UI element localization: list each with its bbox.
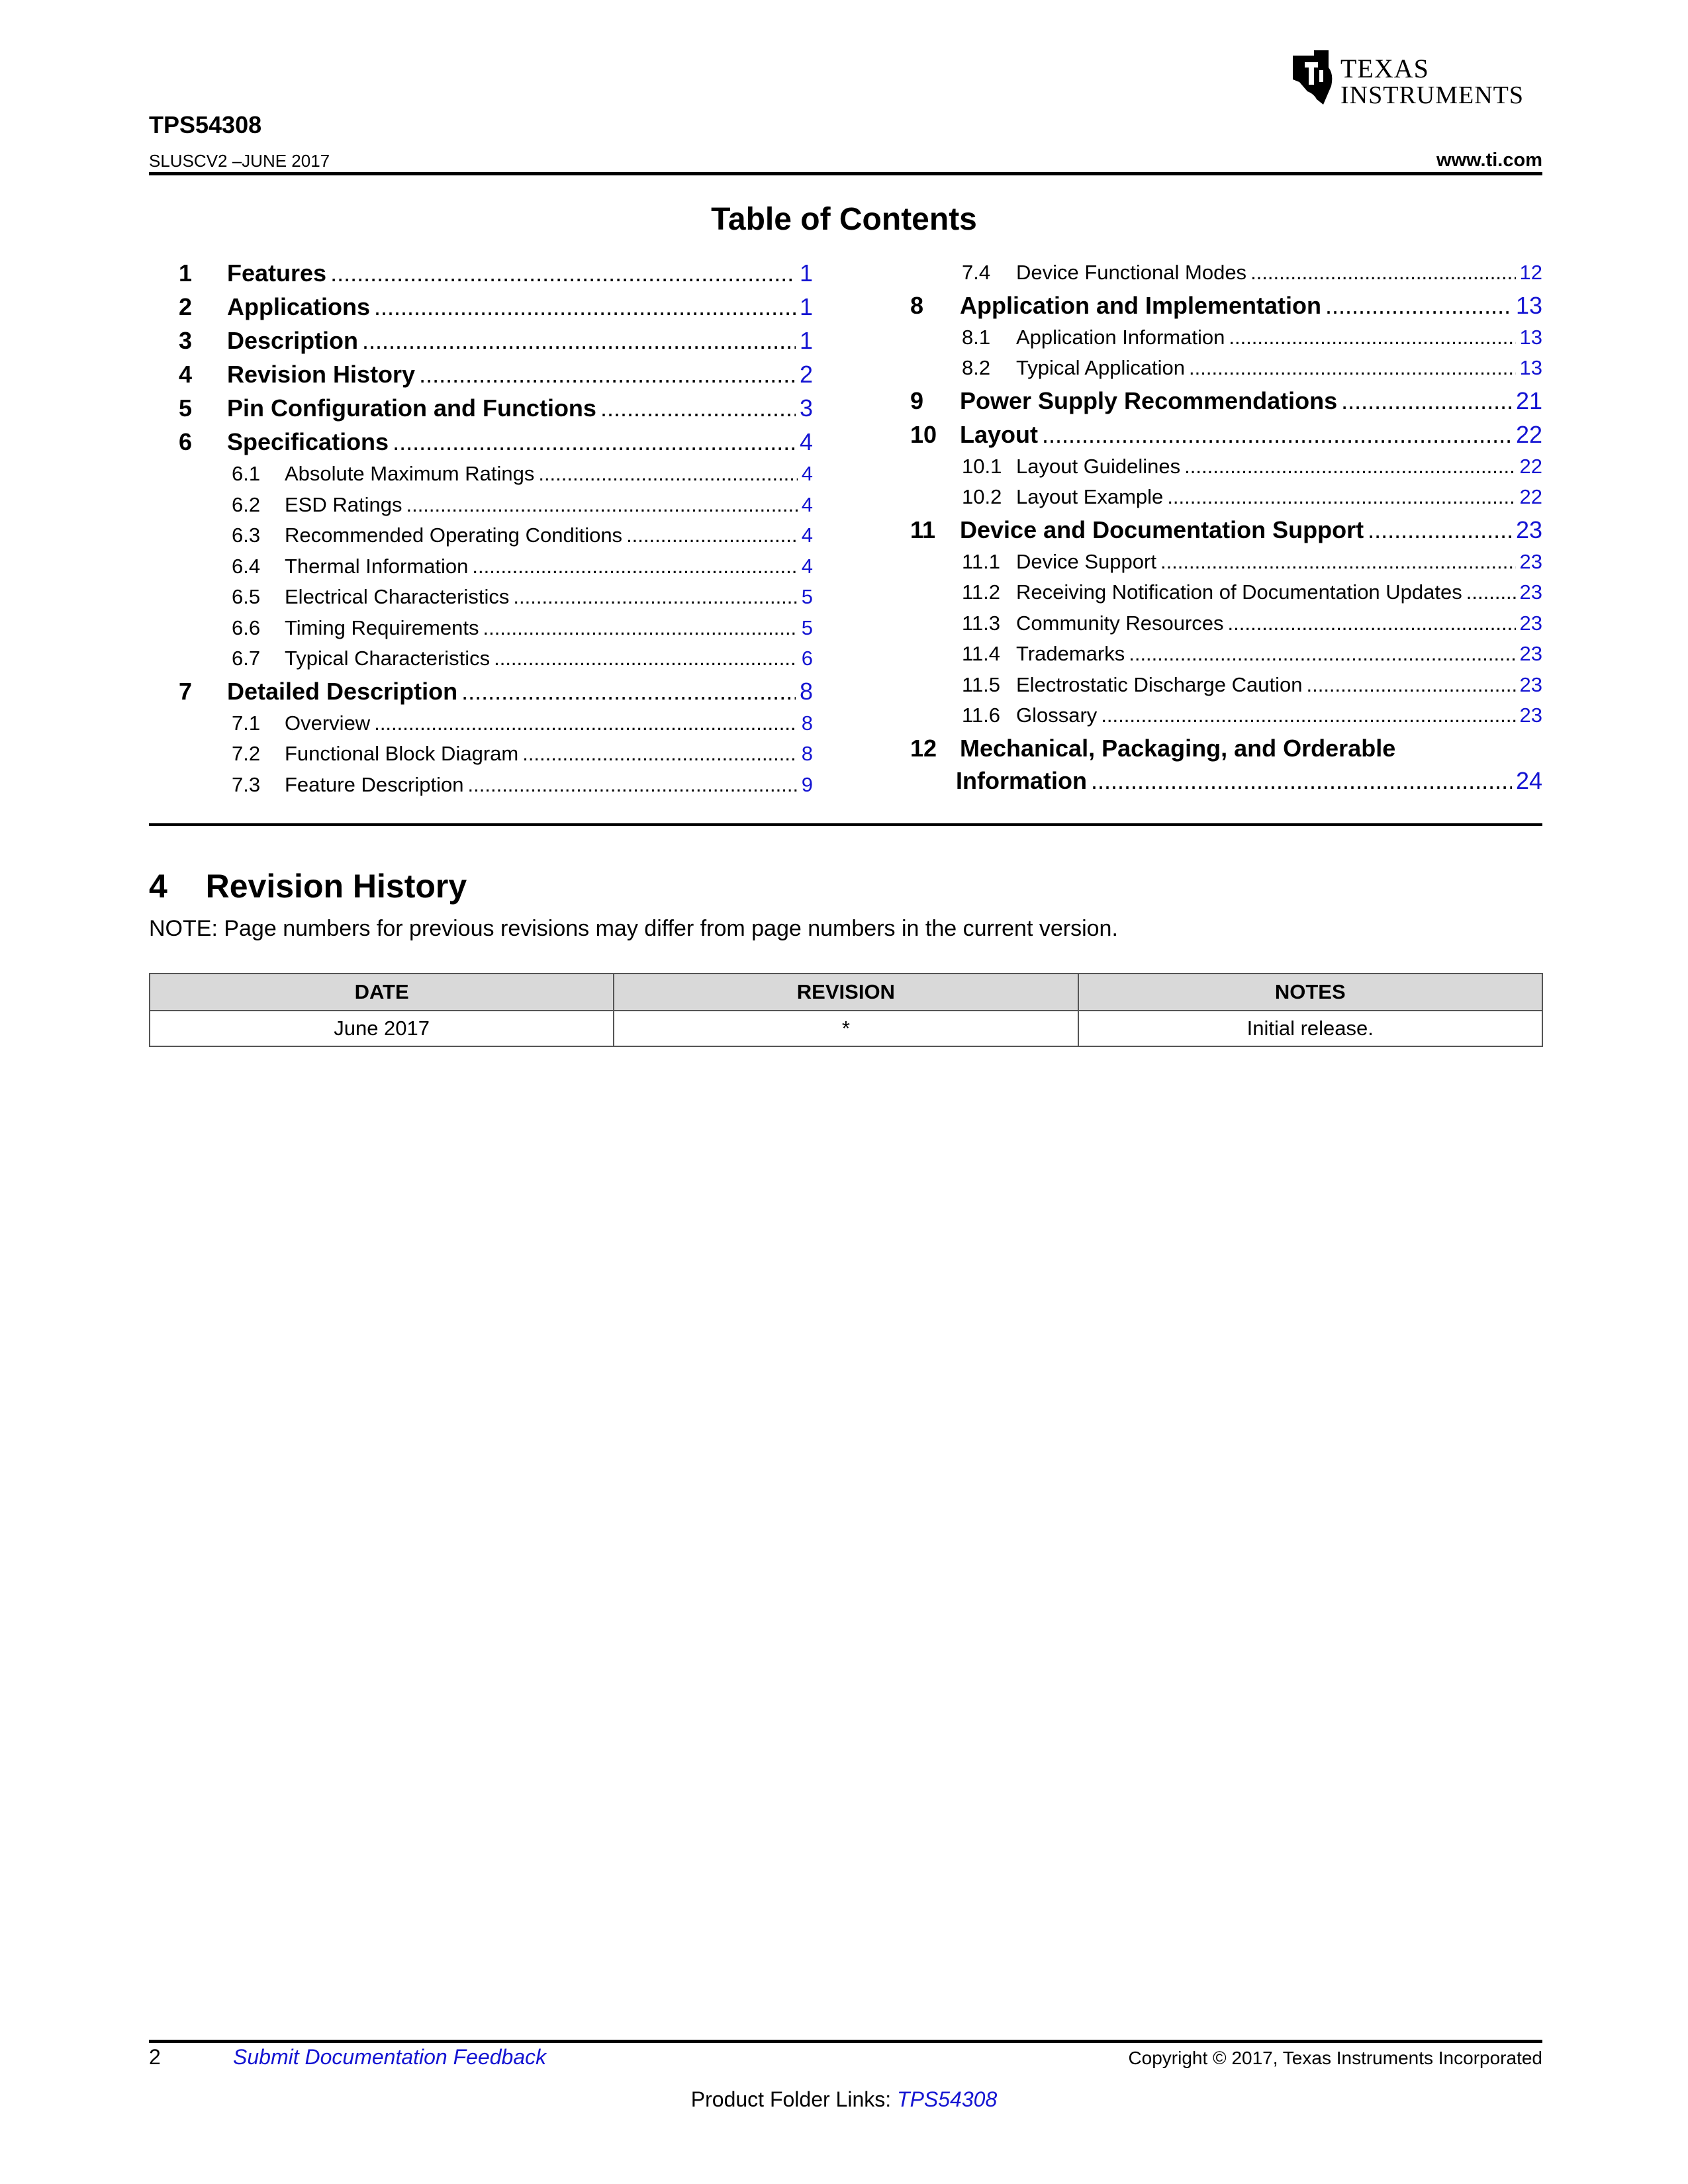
toc-page-link[interactable]: 5: [801, 585, 813, 608]
revision-table: [149, 973, 1543, 1047]
toc-entry-number: 6.3: [232, 523, 261, 547]
toc-page-link[interactable]: 8: [799, 677, 813, 705]
toc-entry-number: 6.7: [232, 647, 261, 670]
toc-entry-number: 1: [179, 259, 193, 287]
toc-entry-number: 7.2: [232, 742, 261, 765]
toc-leader-dots: [1306, 673, 1515, 697]
toc-entry-number: 10.1: [962, 454, 1002, 478]
toc-page-link[interactable]: 23: [1515, 516, 1542, 543]
toc-page-link[interactable]: 12: [1519, 261, 1542, 284]
toc-entry-title: Device Support: [1016, 549, 1156, 573]
toc-entry[interactable]: [232, 616, 813, 640]
toc-entry[interactable]: [962, 704, 1542, 727]
toc-entry-title: Community Resources: [1016, 611, 1224, 635]
logo-line-2: INSTRUMENTS: [1340, 81, 1524, 109]
toc-entry[interactable]: [910, 292, 1542, 320]
toc-page-link[interactable]: 4: [801, 492, 813, 516]
section-title: Revision History: [205, 868, 467, 905]
toc-page-link[interactable]: 1: [799, 293, 813, 320]
toc-entry-number: 7.3: [232, 772, 261, 796]
website-link[interactable]: www.ti.com: [1436, 150, 1542, 171]
toc-page-link[interactable]: 9: [801, 772, 813, 796]
toc-entry[interactable]: [910, 387, 1542, 415]
toc-entry[interactable]: [910, 735, 1542, 762]
toc-entry-continuation[interactable]: [956, 767, 1542, 795]
toc-entry-number: 6.6: [232, 615, 261, 639]
product-folder-links: [0, 2087, 1688, 2112]
toc-entry[interactable]: [232, 493, 813, 517]
toc-entry-title: Functional Block Diagram: [285, 742, 519, 765]
feedback-link[interactable]: Submit Documentation Feedback: [233, 2045, 547, 2069]
toc-leader-dots: [393, 428, 796, 456]
toc-entry[interactable]: [962, 550, 1542, 574]
toc-entry[interactable]: [232, 523, 813, 547]
toc-entry-number: 7.1: [232, 711, 261, 735]
copyright-notice: Copyright © 2017, Texas Instruments Incorporated: [1128, 2048, 1542, 2068]
toc-entry-title: Glossary: [1016, 704, 1098, 727]
toc-entry-number: 4: [179, 361, 193, 388]
toc-page-link[interactable]: 2: [799, 361, 813, 388]
toc-entry-number: 6.1: [232, 462, 261, 485]
column-header-notes: NOTES: [1078, 974, 1543, 1011]
toc-entry-title: Overview: [285, 711, 371, 735]
toc-leader-dots: [626, 523, 798, 547]
toc-entry[interactable]: [232, 462, 813, 486]
toc-leader-dots: [419, 361, 796, 388]
toc-entry[interactable]: [232, 711, 813, 735]
column-header-revision: REVISION: [614, 974, 1078, 1011]
page-number: 2: [149, 2045, 161, 2069]
toc-leader-dots: [472, 555, 797, 578]
toc-leader-dots: [461, 678, 796, 705]
toc-entry[interactable]: [910, 516, 1542, 544]
toc-entry[interactable]: [962, 455, 1542, 478]
toc-page-link[interactable]: 13: [1519, 325, 1542, 349]
logo-line-1: TEXAS: [1340, 54, 1429, 83]
toc-entry-title: Specifications: [227, 428, 389, 455]
toc-bottom-rule: [149, 823, 1542, 826]
product-folder-link[interactable]: TPS54308: [897, 2087, 998, 2111]
toc-leader-dots: [1042, 421, 1512, 449]
toc-leader-dots: [1160, 550, 1516, 574]
cell-revision: *: [614, 1011, 1078, 1046]
table-header-row: [150, 974, 1542, 1011]
toc-page-link[interactable]: 23: [1519, 549, 1542, 573]
toc-leader-dots: [538, 462, 797, 486]
toc-entry-number: 11.5: [962, 672, 1001, 696]
toc-entry[interactable]: [232, 647, 813, 670]
toc-entry-title: Power Supply Recommendations: [960, 387, 1338, 414]
toc-entry-number: 6.2: [232, 492, 261, 516]
toc-entry-title: Feature Description: [285, 772, 464, 796]
toc-entry[interactable]: [962, 261, 1542, 285]
toc-page-link[interactable]: 8: [801, 711, 813, 735]
column-header-date: DATE: [150, 974, 614, 1011]
toc-entry[interactable]: [232, 585, 813, 609]
toc-page-link[interactable]: 23: [1519, 642, 1542, 665]
toc-entry[interactable]: [962, 356, 1542, 380]
toc-leader-dots: [374, 293, 796, 321]
toc-entry-number: 12: [910, 734, 937, 762]
table-row: [150, 1011, 1542, 1046]
toc-entry-number: 10: [910, 420, 937, 448]
document-id: SLUSCV2 –JUNE 2017: [149, 151, 330, 171]
toc-entry-title: Features: [227, 259, 327, 287]
toc-entry-title: Electrical Characteristics: [285, 585, 510, 608]
toc-entry-title: Applications: [227, 293, 371, 320]
header-rule: [149, 172, 1542, 175]
toc-entry-number: 2: [179, 293, 193, 320]
toc-entry-number: 6: [179, 428, 193, 455]
toc-entry-number: 6.5: [232, 585, 261, 608]
toc-entry-title: Application Information: [1016, 325, 1225, 349]
toc-leader-dots: [406, 493, 797, 517]
toc-entry[interactable]: [179, 259, 813, 287]
toc-page-link[interactable]: 13: [1515, 291, 1542, 319]
toc-leader-dots: [1091, 767, 1512, 795]
toc-page-link[interactable]: 5: [801, 615, 813, 639]
toc-leader-dots: [1167, 485, 1515, 509]
toc-entry[interactable]: [179, 678, 813, 705]
toc-leader-dots: [1368, 516, 1512, 544]
toc-leader-dots: [522, 742, 798, 766]
cell-date: June 2017: [150, 1011, 614, 1046]
toc-leader-dots: [1129, 642, 1515, 666]
toc-entry-title: Layout: [960, 420, 1039, 448]
toc-page-link[interactable]: 8: [801, 742, 813, 765]
toc-leader-dots: [1229, 326, 1515, 349]
toc-page-link[interactable]: 4: [801, 554, 813, 578]
toc-entry-title: Device Functional Modes: [1016, 261, 1247, 284]
toc-entry-number: 11.4: [962, 642, 1001, 665]
toc-page-link[interactable]: 4: [801, 462, 813, 485]
toc-entry-title-line2: Information: [956, 766, 1087, 794]
toc-entry-title: Receiving Notification of Documentation Updates: [1016, 580, 1462, 604]
toc-page-link[interactable]: 1: [799, 327, 813, 354]
toc-entry[interactable]: [962, 673, 1542, 697]
toc-entry[interactable]: [179, 361, 813, 388]
toc-page-link[interactable]: 23: [1519, 672, 1542, 696]
toc-entry[interactable]: [962, 612, 1542, 635]
toc-entry-title: Device and Documentation Support: [960, 516, 1364, 543]
toc-page-link[interactable]: 22: [1519, 485, 1542, 508]
toc-page-link[interactable]: 4: [801, 523, 813, 547]
toc-leader-dots: [330, 259, 796, 287]
cell-notes: Initial release.: [1078, 1011, 1543, 1046]
part-number: TPS54308: [149, 111, 262, 138]
toc-entry-title: Electrostatic Discharge Caution: [1016, 672, 1303, 696]
toc-entry-number: 8.2: [962, 356, 991, 379]
toc-entry-title: Pin Configuration and Functions: [227, 394, 596, 422]
toc-leader-dots: [1101, 704, 1515, 727]
toc-entry-title: Description: [227, 327, 359, 354]
toc-entry[interactable]: [232, 742, 813, 766]
toc-entry-title: Detailed Description: [227, 677, 458, 705]
toc-entry-number: 7.4: [962, 261, 991, 284]
toc-leader-dots: [494, 647, 798, 670]
toc-page-link[interactable]: 6: [801, 647, 813, 670]
toc-entry-title: Layout Example: [1016, 485, 1164, 508]
toc-entry-number: 8.1: [962, 325, 991, 349]
toc-page-link[interactable]: 3: [799, 394, 813, 422]
toc-entry-number: 10.2: [962, 485, 1002, 508]
toc-entry-title: Typical Application: [1016, 356, 1186, 379]
revision-history-heading: [149, 867, 467, 905]
product-folder-label: Product Folder Links:: [690, 2087, 892, 2111]
toc-entry-title: Recommended Operating Conditions: [285, 523, 623, 547]
toc-leader-dots: [600, 394, 796, 422]
toc-page-link[interactable]: 4: [799, 428, 813, 455]
logo-wordmark: [1340, 56, 1524, 109]
toc-entry-title: Timing Requirements: [285, 615, 479, 639]
toc-entry-number: 7: [179, 677, 193, 705]
toc-entry-title: Typical Characteristics: [285, 647, 491, 670]
toc-leader-dots: [1250, 261, 1515, 285]
toc-entry[interactable]: [232, 773, 813, 797]
toc-leader-dots: [1341, 387, 1512, 415]
toc-entry[interactable]: [962, 485, 1542, 509]
toc-page-link[interactable]: 24: [1515, 766, 1542, 794]
toc-entry-number: 6.4: [232, 554, 261, 578]
toc-page-link[interactable]: 22: [1515, 420, 1542, 448]
toc-entry[interactable]: [179, 394, 813, 422]
toc-entry-title: Layout Guidelines: [1016, 454, 1181, 478]
toc-leader-dots: [1228, 612, 1516, 635]
toc-entry-title: Trademarks: [1016, 642, 1125, 665]
toc-entry[interactable]: [962, 580, 1542, 604]
toc-entry-title-line1: Mechanical, Packaging, and Orderable: [960, 734, 1396, 762]
toc-page-link[interactable]: 1: [799, 259, 813, 287]
toc-entry-number: 8: [910, 291, 924, 319]
toc-entry-title: Absolute Maximum Ratings: [285, 462, 535, 485]
toc-entry-number: 11.1: [962, 549, 1001, 573]
toc-entry[interactable]: [962, 326, 1542, 349]
toc-leader-dots: [374, 711, 798, 735]
revision-note: NOTE: Page numbers for previous revisions may differ from page numbers in the current version.: [149, 916, 1118, 941]
toc-entry-number: 11.6: [962, 704, 1001, 727]
toc-entry-title: [960, 735, 1395, 762]
toc-leader-dots: [1189, 356, 1515, 380]
toc-entry[interactable]: [179, 293, 813, 321]
toc-entry-number: 9: [910, 387, 924, 414]
toc-leader-dots: [468, 773, 798, 797]
toc-page-link[interactable]: 21: [1515, 387, 1542, 414]
toc-entry[interactable]: [962, 642, 1542, 666]
toc-leader-dots: [1325, 292, 1512, 320]
toc-entry[interactable]: [910, 421, 1542, 449]
toc-page-link[interactable]: 22: [1519, 454, 1542, 478]
toc-leader-dots: [362, 327, 796, 355]
toc-page-link[interactable]: 13: [1519, 356, 1542, 379]
section-number: 4: [149, 868, 167, 905]
toc-entry-number: 11.2: [962, 580, 1001, 604]
toc-entry-title: Thermal Information: [285, 554, 469, 578]
toc-entry-number: 11: [910, 516, 936, 543]
toc-leader-dots: [513, 585, 797, 609]
toc-entry-title: ESD Ratings: [285, 492, 402, 516]
toc-leader-dots: [483, 616, 797, 640]
toc-entry-title: Revision History: [227, 361, 416, 388]
toc-entry-number: 3: [179, 327, 193, 354]
toc-page-link[interactable]: 23: [1519, 580, 1542, 604]
toc-page-link[interactable]: 23: [1519, 704, 1542, 727]
toc-entry-number: 5: [179, 394, 193, 422]
toc-entry[interactable]: [232, 555, 813, 578]
toc-entry-title: Application and Implementation: [960, 291, 1322, 319]
toc-entry-number: 11.3: [962, 611, 1001, 635]
footer-rule: [149, 2040, 1542, 2043]
toc-entry[interactable]: [179, 327, 813, 355]
toc-page-link[interactable]: 23: [1519, 611, 1542, 635]
toc-leader-dots: [1466, 580, 1516, 604]
toc-entry[interactable]: [179, 428, 813, 456]
toc-leader-dots: [1184, 455, 1515, 478]
toc-title: Table of Contents: [711, 202, 977, 237]
